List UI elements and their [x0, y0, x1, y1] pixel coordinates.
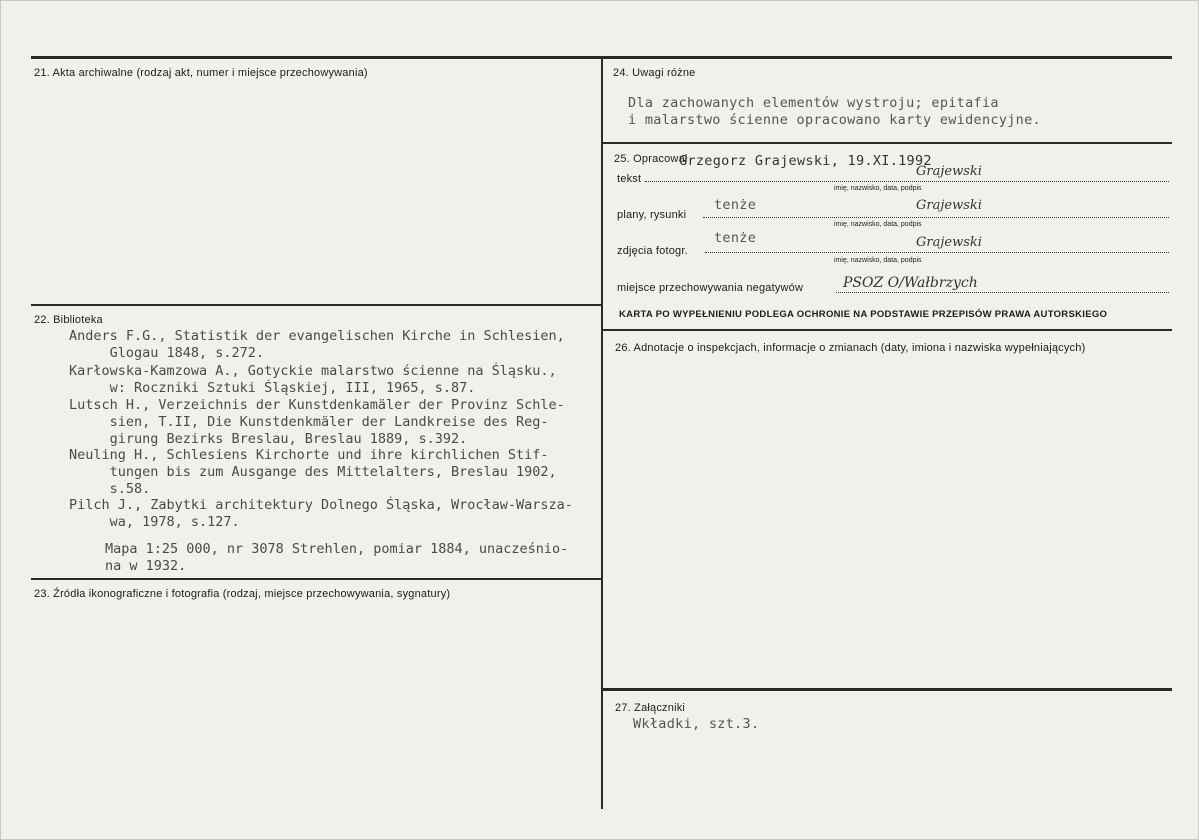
section-27-label: 27. Załączniki — [615, 702, 686, 714]
column-divider — [601, 56, 603, 809]
zdjecia-label: zdjęcia fotogr. — [617, 245, 688, 257]
rule-21-22 — [31, 304, 602, 306]
tekst-label: tekst — [617, 173, 642, 185]
negatives-value: PSOZ O/Wałbrzych — [843, 275, 978, 291]
rule-22-23 — [31, 578, 602, 580]
zdjecia-dotted-line — [705, 252, 1169, 253]
plans-value: tenże — [714, 197, 757, 213]
rule-26-27 — [602, 688, 1172, 691]
plany-label: plany, rysunki — [617, 209, 687, 221]
section-21-label: 21. Akta archiwalne (rodzaj akt, numer i miejsce przechowywania) — [34, 67, 368, 79]
negatives-label: miejsce przechowywania negatywów — [617, 282, 804, 294]
caption-plany: imię, nazwisko, data, podpis — [834, 221, 922, 228]
bibliography-entry-4: Neuling H., Schlesiens Kirchorte und ihre kirchlichen Stif- tungen bis zum Ausgange des Mittelalters, Breslau 1902, s.58. — [69, 447, 557, 498]
bibliography-entry-3: Lutsch H., Verzeichnis der Kunstdenkamäler der Provinz Schle- sien, T.II, Die Kunstdenkmäler der Landkreise des Reg- girung Bezirks Breslau, Breslau 1889, s.392. — [69, 397, 565, 448]
copyright-notice: KARTA PO WYPEŁNIENIU PODLEGA OCHRONIE NA PODSTAWIE PRZEPISÓW PRAWA AUTORSKIEGO — [619, 309, 1108, 320]
signature-tekst: Grajewski — [916, 164, 982, 179]
caption-zdjecia: imię, nazwisko, data, podpis — [834, 257, 922, 264]
negatives-dotted-line — [836, 292, 1169, 293]
map-note: Mapa 1:25 000, nr 3078 Strehlen, pomiar 1884, unacześnio- na w 1932. — [105, 541, 569, 575]
rule-25-26 — [602, 329, 1172, 331]
section-25-label: 25. Opracował — [614, 153, 688, 165]
photos-value: tenże — [714, 230, 757, 246]
section-26-label: 26. Adnotacje o inspekcjach, informacje o zmianach (daty, imiona i nazwiska wypełniających) — [615, 342, 1086, 354]
remarks-line-2: i malarstwo ścienne opracowano karty ewidencyjne. — [628, 112, 1041, 128]
caption-tekst: imię, nazwisko, data, podpis — [834, 185, 922, 192]
attachments-value: Wkładki, szt.3. — [633, 716, 760, 732]
bibliography-entry-2: Karłowska-Kamzowa A., Gotyckie malarstwo ścienne na Śląsku., w: Roczniki Sztuki Śląskiej, III, 1965, s.87. — [69, 363, 557, 397]
signature-zdjecia: Grajewski — [916, 235, 982, 250]
signature-plany: Grajewski — [916, 198, 982, 213]
section-23-label: 23. Źródła ikonograficzne i fotografia (rodzaj, miejsce przechowywania, sygnatury) — [34, 588, 451, 600]
tekst-dotted-line — [645, 181, 1169, 182]
plany-dotted-line — [703, 217, 1169, 218]
section-24-label: 24. Uwagi różne — [613, 67, 696, 79]
remarks-line-1: Dla zachowanych elementów wystroju; epitafia — [628, 95, 999, 111]
rule-24-25 — [602, 142, 1172, 144]
section-22-label: 22. Biblioteka — [34, 314, 103, 326]
author-text-value: Grzegorz Grajewski, 19.XI.1992 — [679, 153, 932, 169]
bibliography-entry-5: Pilch J., Zabytki architektury Dolnego Śląska, Wrocław-Warsza- wa, 1978, s.127. — [69, 497, 573, 531]
bibliography-entry-1: Anders F.G., Statistik der evangelischen Kirche in Schlesien, Glogau 1848, s.272. — [69, 328, 565, 362]
